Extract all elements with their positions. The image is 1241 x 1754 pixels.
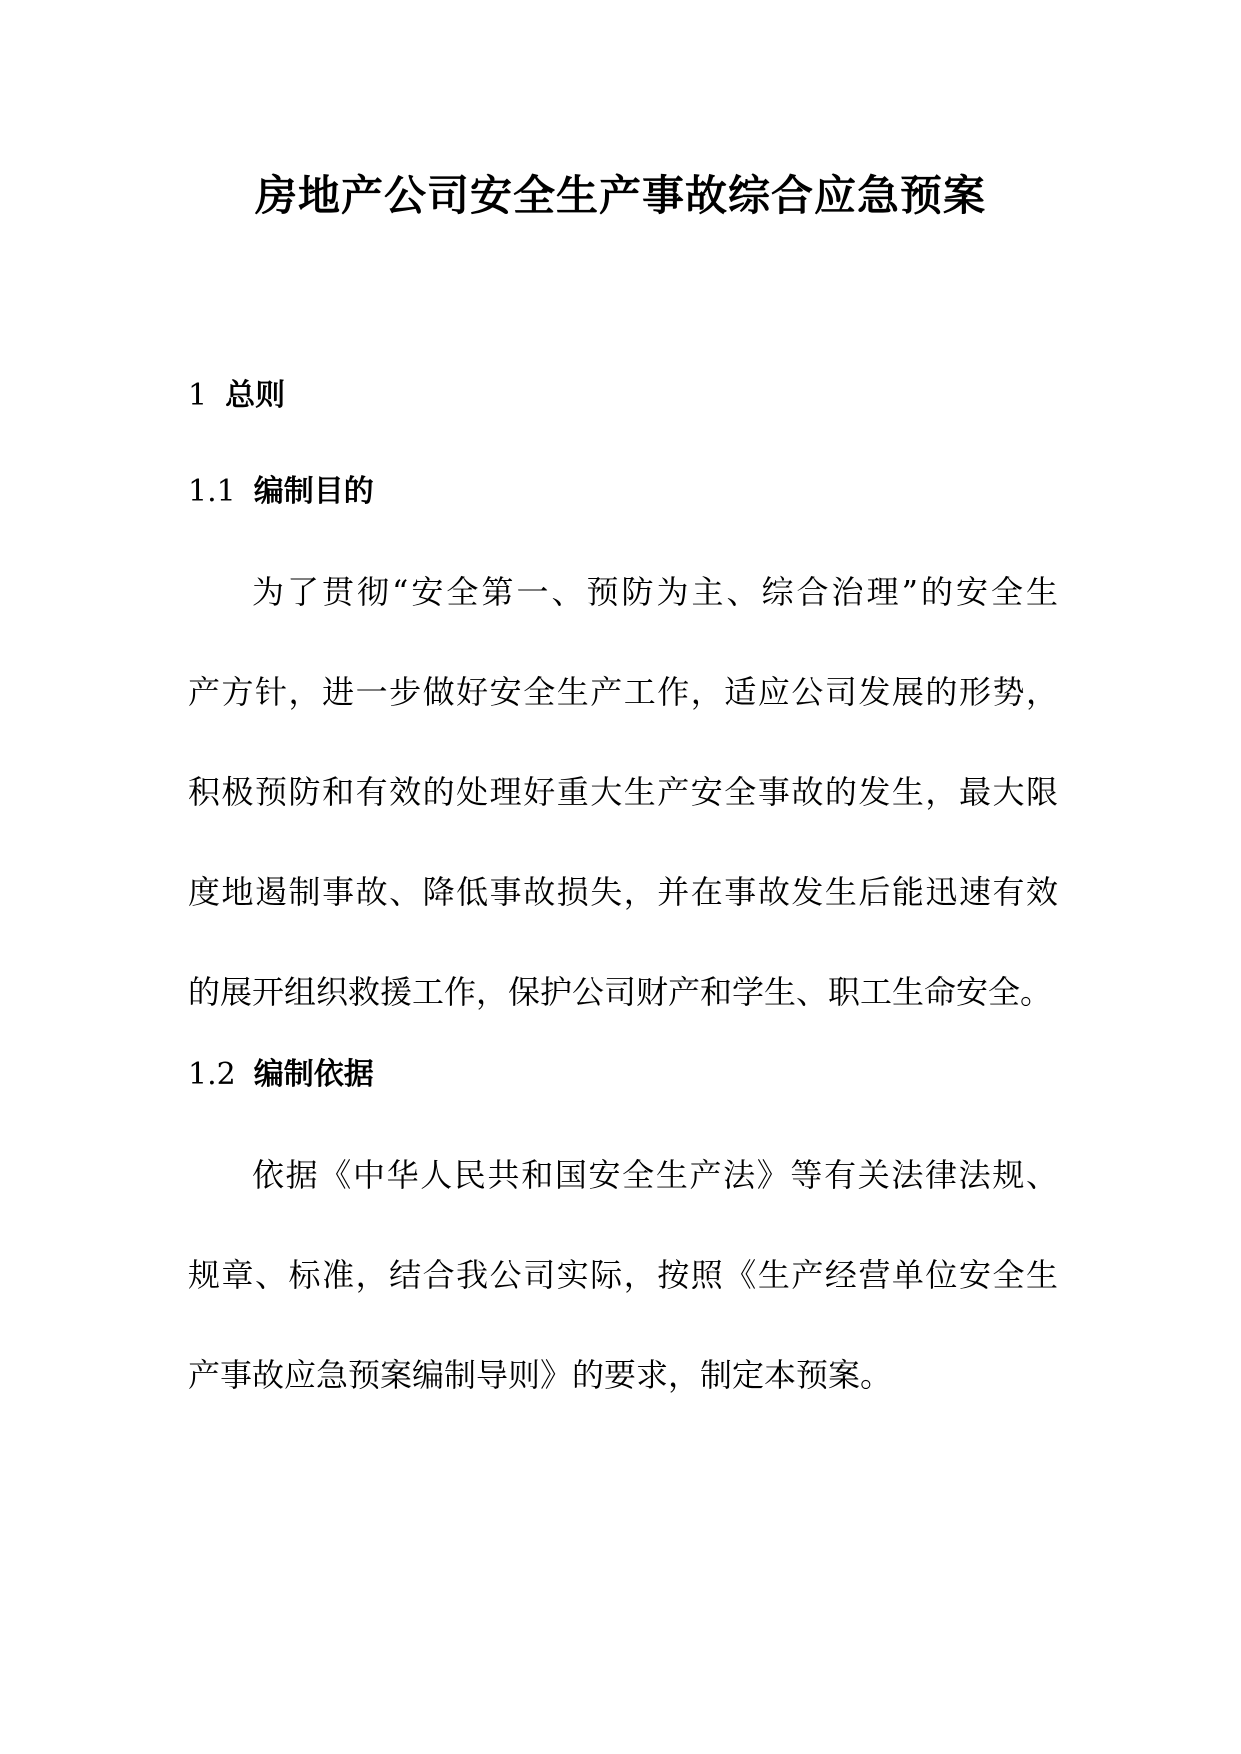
paragraph-line: 产方针，进一步做好安全生产工作，适应公司发展的形势， (188, 673, 1058, 711)
basis-paragraph (188, 1125, 1058, 1425)
paragraph-line: 依据《中华人民共和国安全生产法》等有关法律法规、 (252, 1156, 1058, 1194)
paragraph-line: 产事故应急预案编制导则》的要求，制定本预案。 (188, 1356, 893, 1394)
section-number: 1.1 (188, 474, 236, 509)
section-number: 1 (188, 378, 208, 413)
paragraph-line: 的展开组织救援工作，保护公司财产和学生、职工生命安全。 (188, 973, 1053, 1011)
section-number: 1.2 (188, 1057, 236, 1092)
paragraph-line: 度地遏制事故、降低事故损失，并在事故发生后能迅速有效 (188, 873, 1058, 911)
paragraph-line: 规章、标准，结合我公司实际，按照《生产经营单位安全生 (188, 1256, 1058, 1294)
paragraph-line: 积极预防和有效的处理好重大生产安全事故的发生，最大限 (188, 773, 1058, 811)
section-heading-basis (188, 1055, 374, 1095)
purpose-paragraph (188, 542, 1058, 1042)
paragraph-line: 为了贯彻“安全第一、预防为主、综合治理”的安全生 (252, 573, 1058, 611)
document-title: 房地产公司安全生产事故综合应急预案 (254, 171, 986, 220)
section-title: 编制依据 (253, 1057, 374, 1092)
section-heading-general (188, 376, 285, 416)
section-title: 编制目的 (253, 474, 374, 509)
section-heading-purpose (188, 472, 374, 512)
section-title: 总则 (225, 378, 286, 413)
